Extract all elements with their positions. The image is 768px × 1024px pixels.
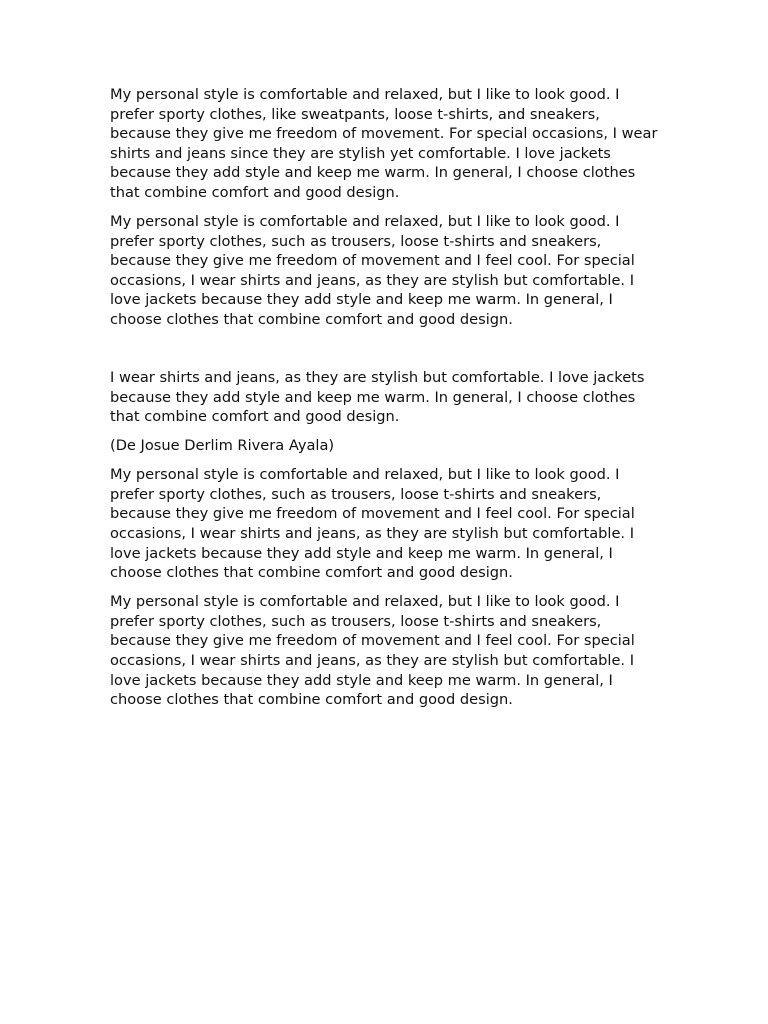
paragraph-2: My personal style is comfortable and relaxed, but I like to look good. I prefer sporty clothes, such as trousers, loose t-shirts and sneakers, because they give me freedom of movement and I feel cool. For special occasions, I wear shirts and jeans, as they are stylish but comfortable. I love jackets because they add style and keep me warm. In general, I choose clothes that combine comfort and good design. [110,212,635,328]
author-attribution: (De Josue Derlim Rivera Ayala) [110,437,335,455]
paragraph-6: My personal style is comfortable and relaxed, but I like to look good. I prefer sporty clothes, such as trousers, loose t-shirts and sneakers, because they give me freedom of movement and I feel cool. For special occasions, I wear shirts and jeans, as they are stylish but comfortable. I love jackets because they add style and keep me warm. In general, I choose clothes that combine comfort and good design. [110,593,635,709]
document-body [110,85,658,719]
paragraph-3: I wear shirts and jeans, as they are stylish but comfortable. I love jackets because they add style and keep me warm. In general, I choose clothes that combine comfort and good design. [110,369,645,426]
paragraph-1: My personal style is comfortable and relaxed, but I like to look good. I prefer sporty clothes, like sweatpants, loose t-shirts, and sneakers, because they give me freedom of movement. For special occasions, I wear shirts and jeans since they are stylish yet comfortable. I love jackets because they add style and keep me warm. In general, I choose clothes that combine comfort and good design. [110,86,658,201]
paragraph-5: My personal style is comfortable and relaxed, but I like to look good. I prefer sporty clothes, such as trousers, loose t-shirts and sneakers, because they give me freedom of movement and I feel cool. For special occasions, I wear shirts and jeans, as they are stylish but comfortable. I love jackets because they add style and keep me warm. In general, I choose clothes that combine comfort and good design. [110,466,635,582]
